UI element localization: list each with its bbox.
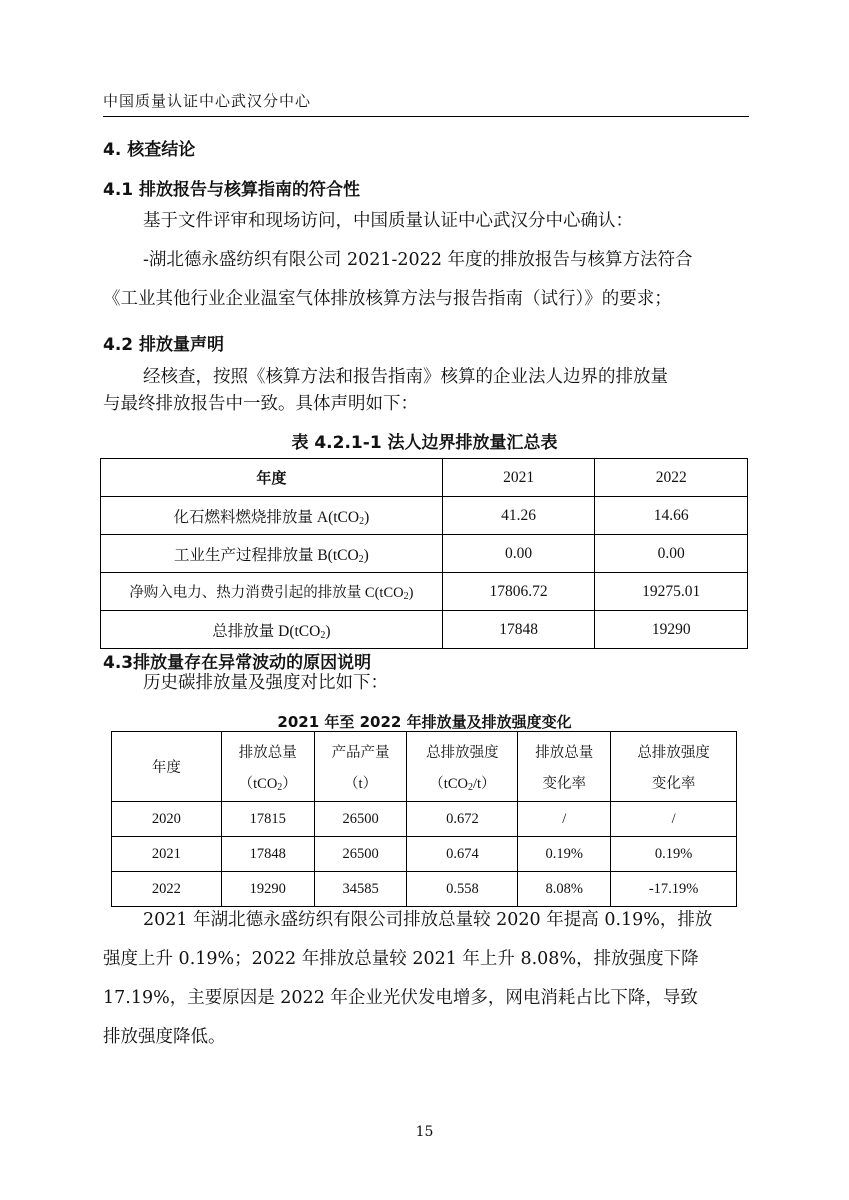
section-4-3-para-2-line-4: 排放强度降低。 — [103, 1027, 226, 1047]
table-2-header-year: 年度 — [112, 732, 222, 802]
table-1-caption: 表 4.2.1-1 法人边界排放量汇总表 — [291, 433, 558, 453]
table-1-label: 化石燃料燃烧排放量 A(tCO$_2$) — [101, 497, 443, 535]
table-2-cell: 17848 — [221, 837, 314, 872]
table-row — [101, 573, 748, 611]
section-4-1-title: 4.1 排放报告与核算指南的符合性 — [103, 180, 361, 200]
table-2-cell: 0.674 — [407, 837, 518, 872]
table-1-header-year: 年度 — [101, 459, 443, 497]
page-header-org: 中国质量认证中心武汉分中心 — [103, 92, 312, 110]
section-4-3-title: 4.3排放量存在异常波动的原因说明 — [103, 653, 372, 673]
section-4-3-para-2-line-3: 17.19%，主要原因是 2022 年企业光伏发电增多，网电消耗占比下降，导致 — [103, 988, 698, 1008]
section-4-2-para-line-1: 经核查，按照《核算方法和报告指南》核算的企业法人边界的排放量 — [143, 367, 668, 387]
table-1-cell: 14.66 — [595, 497, 748, 535]
table-2-header-total-change: 排放总量 变化率 — [518, 732, 611, 802]
table-2-caption: 2021 年至 2022 年排放量及排放强度变化 — [277, 713, 572, 731]
section-4-1-para-2-line-2: 《工业其他行业企业温室气体排放核算方法与报告指南（试行）》的要求； — [103, 289, 672, 309]
table-2-header-output: 产品产量 （t） — [314, 732, 407, 802]
emission-intensity-table — [111, 731, 737, 907]
table-2-cell: 19290 — [221, 872, 314, 907]
table-1-label: 净购入电力、热力消费引起的排放量 C(tCO$_2$) — [101, 573, 443, 611]
table-row — [112, 837, 737, 872]
section-4-1-para-1: 基于文件评审和现场访问，中国质量认证中心武汉分中心确认： — [143, 211, 633, 231]
table-row — [112, 732, 737, 802]
table-1-label: 总排放量 D(tCO$_2$) — [101, 611, 443, 649]
table-1-cell: 0.00 — [595, 535, 748, 573]
table-2-cell: 0.19% — [518, 837, 611, 872]
table-1-label: 工业生产过程排放量 B(tCO$_2$) — [101, 535, 443, 573]
table-2-cell: 2021 — [112, 837, 222, 872]
table-2-cell: / — [518, 802, 611, 837]
table-row — [101, 497, 748, 535]
section-4-2-title: 4.2 排放量声明 — [103, 335, 225, 355]
table-row — [101, 611, 748, 649]
table-2-cell: 26500 — [314, 837, 407, 872]
table-1-cell: 19275.01 — [595, 573, 748, 611]
header-divider — [103, 116, 749, 117]
table-row — [101, 535, 748, 573]
table-1-cell: 17806.72 — [442, 573, 595, 611]
table-2-cell: 2022 — [112, 872, 222, 907]
table-2-cell: 0.672 — [407, 802, 518, 837]
section-4-2-para-line-2: 与最终排放报告中一致。具体声明如下： — [103, 394, 418, 414]
table-1-header-2021: 2021 — [442, 459, 595, 497]
table-2-header-intensity-change: 总排放强度 变化率 — [611, 732, 737, 802]
emission-summary-table — [100, 458, 748, 649]
table-2-header-intensity: 总排放强度 （tCO$_2$/t） — [407, 732, 518, 802]
table-row — [112, 802, 737, 837]
table-2-cell: 17815 — [221, 802, 314, 837]
table-2-cell: / — [611, 802, 737, 837]
section-4-3-para-1: 历史碳排放量及强度对比如下： — [143, 673, 388, 693]
table-1-header-2022: 2022 — [595, 459, 748, 497]
section-4-3-para-2-line-1: 2021 年湖北德永盛纺织有限公司排放总量较 2020 年提高 0.19%，排放 — [143, 910, 713, 930]
page-number: 15 — [415, 1124, 434, 1140]
table-1-cell: 0.00 — [442, 535, 595, 573]
table-1-cell: 17848 — [442, 611, 595, 649]
table-2-cell: 34585 — [314, 872, 407, 907]
table-2-cell: -17.19% — [611, 872, 737, 907]
table-2-header-total: 排放总量 （tCO$_2$） — [221, 732, 314, 802]
table-1-cell: 41.26 — [442, 497, 595, 535]
table-1-cell: 19290 — [595, 611, 748, 649]
table-row — [101, 459, 748, 497]
section-4-title: 4. 核查结论 — [103, 140, 196, 160]
table-2-cell: 0.558 — [407, 872, 518, 907]
section-4-3-para-2-line-2: 强度上升 0.19%；2022 年排放总量较 2021 年上升 8.08%，排放强度下降 — [103, 949, 699, 969]
table-2-cell: 2020 — [112, 802, 222, 837]
table-2-cell: 0.19% — [611, 837, 737, 872]
table-2-cell: 26500 — [314, 802, 407, 837]
table-2-cell: 8.08% — [518, 872, 611, 907]
section-4-1-para-2-line-1: -湖北德永盛纺织有限公司 2021-2022 年度的排放报告与核算方法符合 — [143, 250, 693, 270]
